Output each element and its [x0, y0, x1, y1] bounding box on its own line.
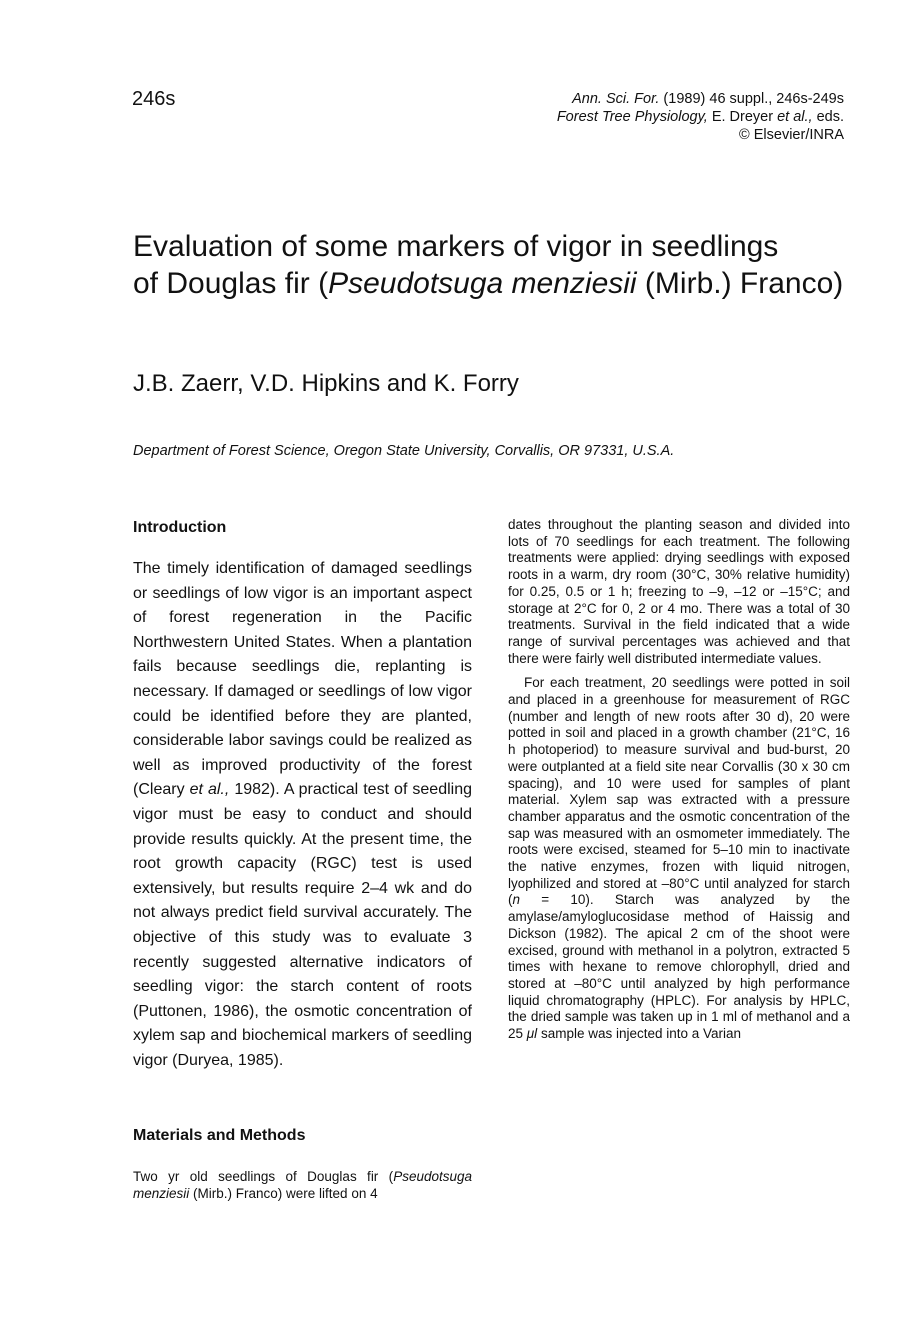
para2-text-a: For each treatment, 20 seedlings were potted in soil and placed in a greenhouse for measurement of RGC (number and length of new roots after 30 d), 20 were potted in soil and placed in a growth chamber (21°C, 16 h photoperiod) to measure survival and bud-burst, 20 were outplanted at a field site near Corvallis (30 x 30 cm spacing), and 10 were used for samples of plant material. Xylem sap was extracted with a pressure chamber apparatus and the osmotic concentration of the sap was measured with an osmometer immediately. The roots were excised, steamed for 5–10 min to inactivate the native enzymes, frozen with liquid nitrogen, lyophilized and stored at –80°C until analyzed for starch ( — [508, 675, 850, 908]
methods-heading: Materials and Methods — [133, 1127, 306, 1145]
journal-line-1 — [464, 90, 844, 108]
book-title: Forest Tree Physiology, — [556, 109, 708, 125]
right-paragraph-2 — [508, 675, 850, 1042]
para2-mu: μl — [526, 1026, 538, 1042]
journal-line-3: © Elsevier/INRA — [739, 127, 844, 143]
right-paragraph-1: dates throughout the planting season and divided into lots of 70 seedlings for each treatment. The following treatments were applied: drying seedlings with exposed roots in a warm, dry room (30°C, 30% relative humidity) for 0.25, 0.5 or 1 h; freezing to –9, –12 or –15°C; and storage at 2°C for 0, 2 or 4 mo. There was a total of 30 treatments. Survival in the field indicated that a wide range of survival percentages was achieved and that there were fairly well distributed intermediate values. — [508, 517, 850, 666]
left-column — [133, 517, 472, 1203]
intro-text-c: 1982). A practical test of seedling vigor must be easy to conduct and should provide results quickly. At the present time, the root growth capacity (RGC) test is used extensively, but results require 2–4 wk and do not always predict field survival accurately. The objective of this study was to evaluate 3 recently suggested alternative indicators of seedling vigor: the starch content of roots (Puttonen, 1986), the osmotic concentration of xylem sap and biochemical markers of seedling vigor (Duryea, 1985). — [133, 781, 473, 1069]
authors: J.B. Zaerr, V.D. Hipkins and K. Forry — [133, 370, 519, 397]
journal-line-2 — [464, 108, 844, 126]
title-line-1: Evaluation of some markers of vigor in seedlings — [133, 230, 779, 263]
page-number: 246s — [132, 88, 176, 110]
journal-volume: (1989) 46 suppl., 246s-249s — [659, 91, 844, 107]
methods-text-a: Two yr old seedlings of Douglas fir ( — [133, 1169, 394, 1185]
title-species: Pseudotsuga menziesii — [328, 267, 637, 300]
editor-name: E. Dreyer — [707, 109, 778, 125]
right-column — [508, 517, 850, 1043]
intro-etal: et al., — [189, 781, 230, 799]
editor-etal: et al., — [777, 109, 813, 125]
para2-text-c: sample was injected into a Varian — [537, 1026, 742, 1042]
intro-text-a: The timely identification of damaged seedlings or seedlings of low vigor is an important aspect of forest regeneration in the Pacific Northwestern United States. When a plantation fails because seedlings die, replanting is necessary. If damaged or seedlings of low vigor could be identified before they are planted, considerable labor savings could be realized as well as improved productivity of the forest (Cleary — [133, 560, 472, 799]
title-part-c: (Mirb.) Franco) — [636, 267, 844, 300]
editor-eds: eds. — [812, 109, 844, 125]
methods-paragraph — [133, 1169, 472, 1202]
journal-name: Ann. Sci. For. — [572, 91, 660, 107]
affiliation: Department of Forest Science, Oregon State University, Corvallis, OR 97331, U.S.A. — [133, 443, 675, 459]
paper-title — [133, 228, 843, 302]
methods-species: Pseudotsuga menziesii — [133, 1169, 472, 1202]
para2-n: n — [512, 892, 521, 908]
introduction-paragraph — [133, 557, 472, 1073]
introduction-heading: Introduction — [133, 519, 227, 536]
title-line-2 — [133, 265, 843, 302]
title-part-a: of Douglas fir ( — [133, 267, 329, 300]
journal-citation — [464, 90, 844, 144]
para2-text-b: = 10). Starch was analyzed by the amylase/amyloglucosidase method of Haissig and Dickson (1982). The apical 2 cm of the shoot were excised, ground with methanol in a polytron, extracted 5 times with hexane to remove chlorophyll, dried and stored at –80°C until analyzed by high performance liquid chromatography (HPLC). For analysis by HPLC, the dried sample was taken up in 1 ml of methanol and a 25 — [508, 892, 850, 1042]
methods-text-c: (Mirb.) Franco) were lifted on 4 — [189, 1186, 378, 1202]
